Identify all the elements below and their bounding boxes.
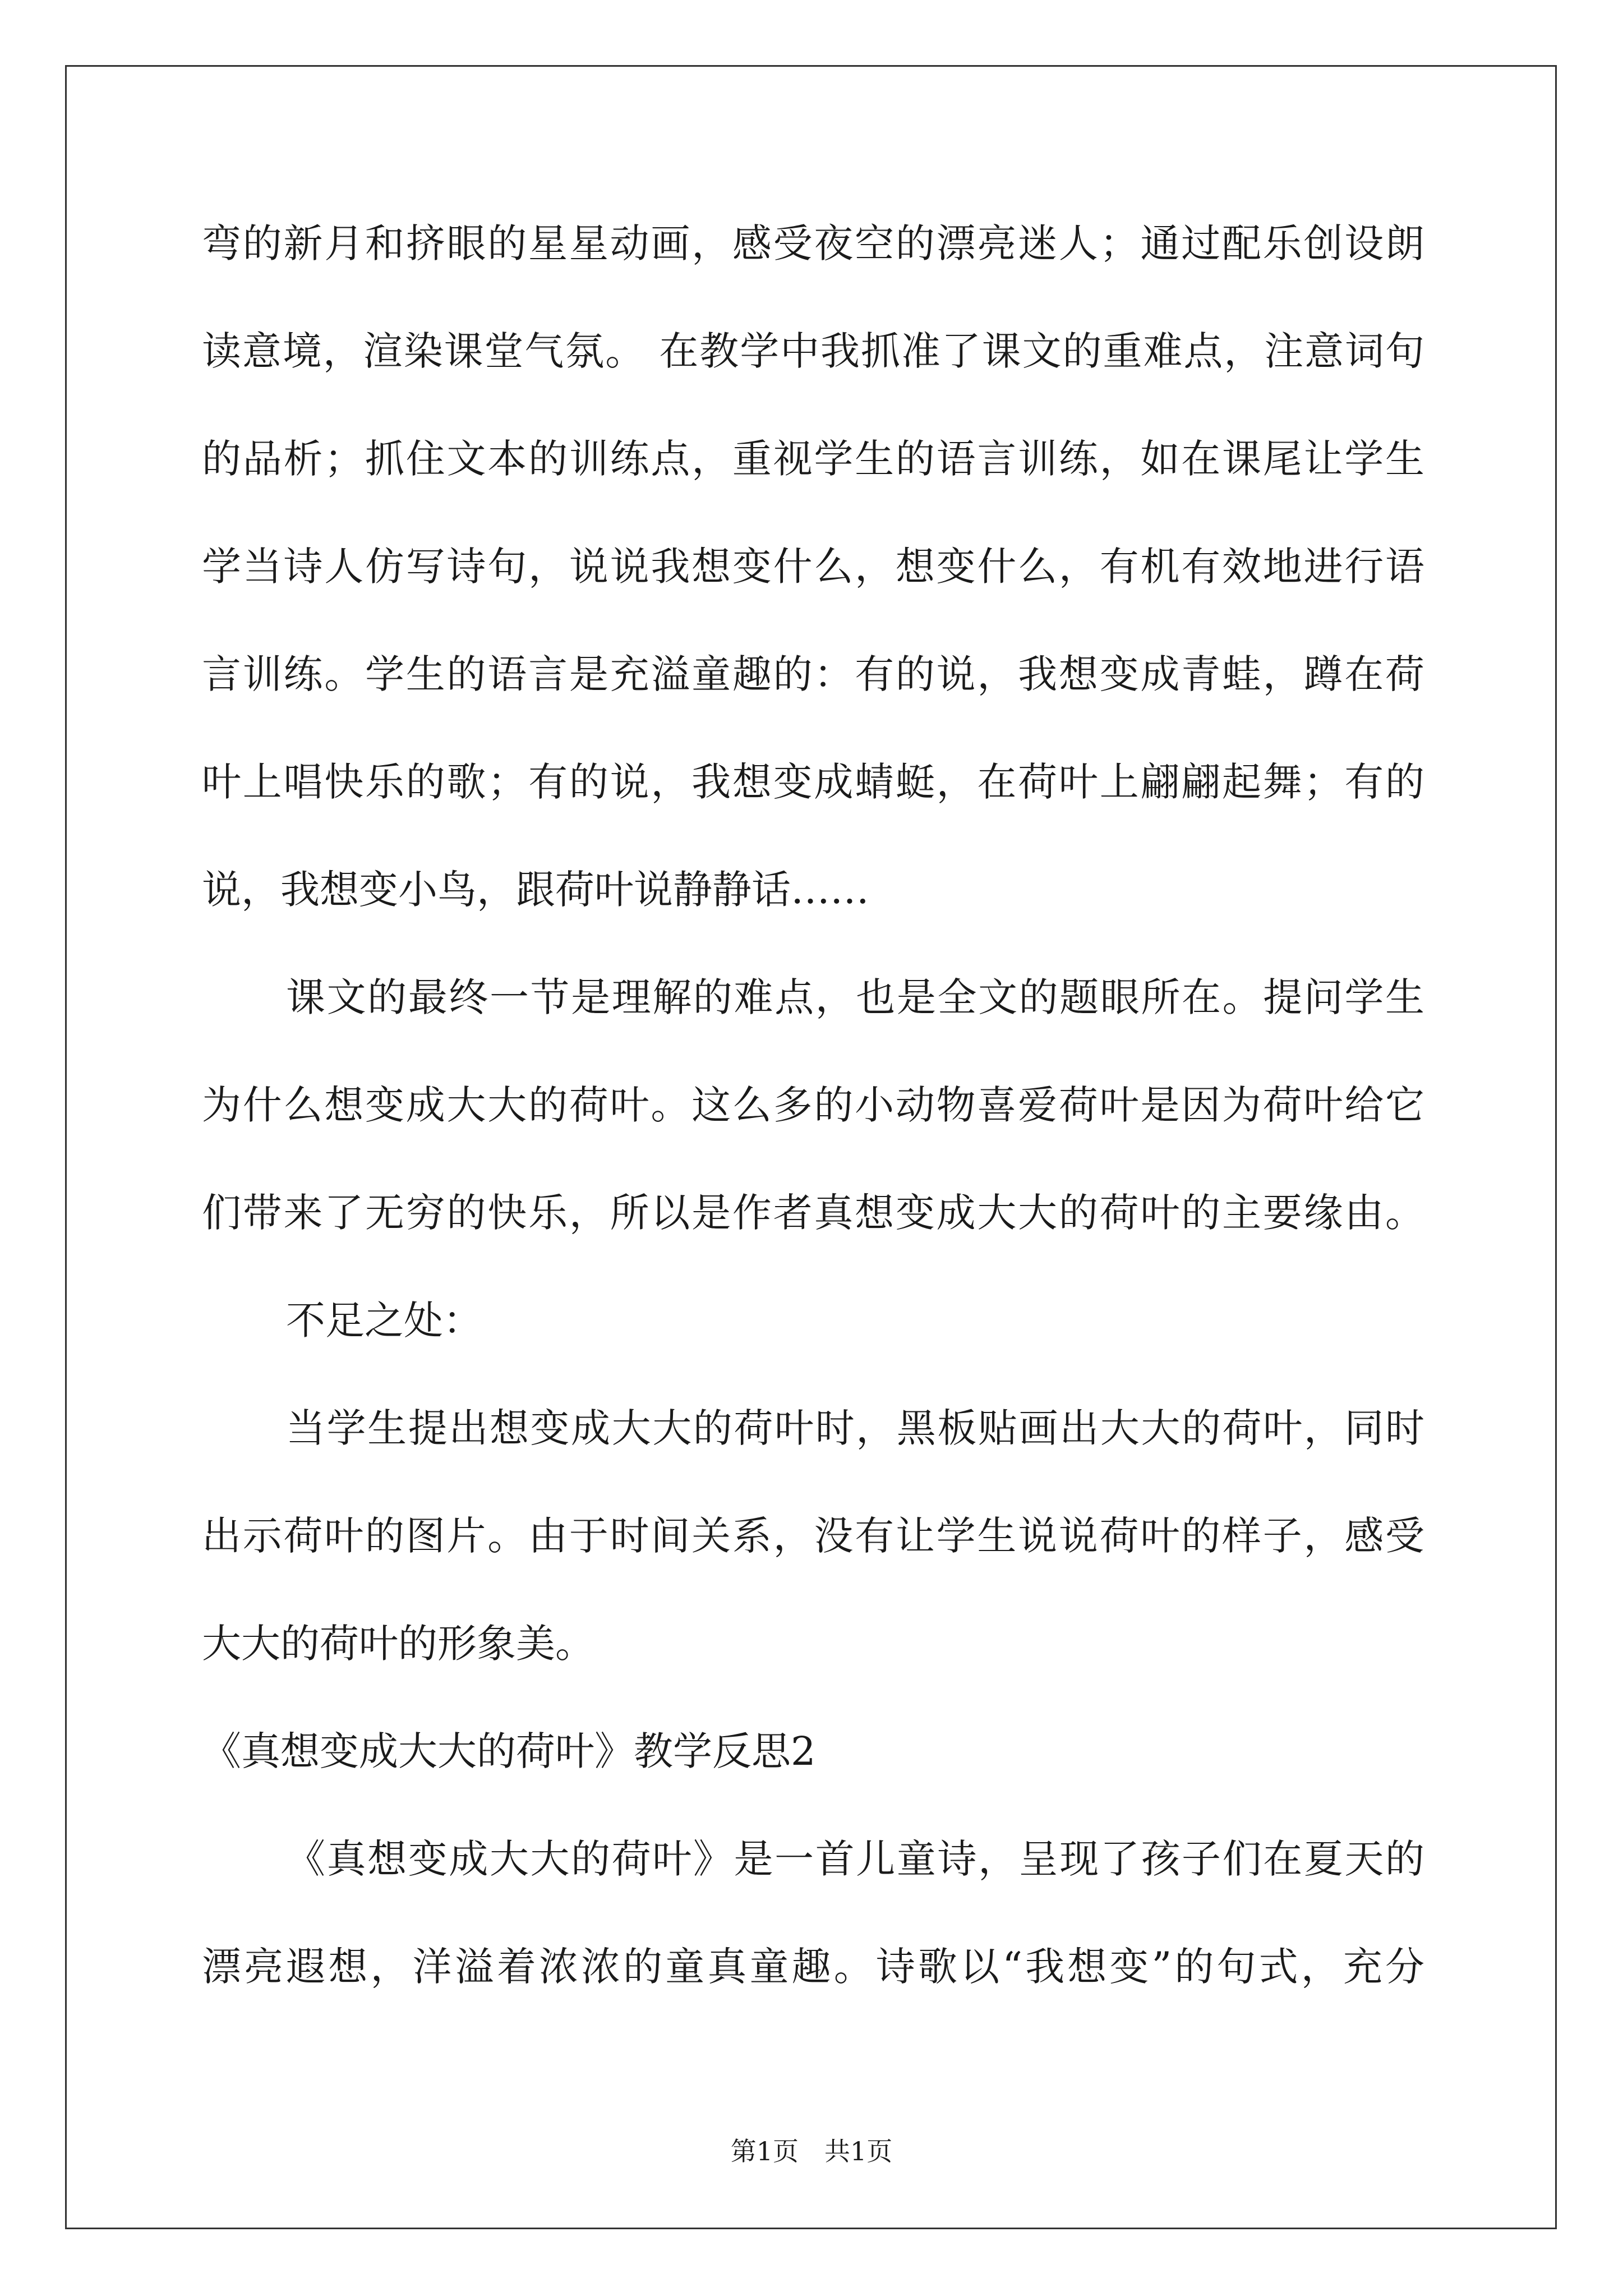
text-line: 《真想变成大大的荷叶》是一首儿童诗，呈现了孩子们在夏天的 (286, 1836, 1424, 1882)
text-line: 当学生提出想变成大大的荷叶时，黑板贴画出大大的荷叶，同时 (286, 1405, 1424, 1451)
text-line: 言训练。学生的语言是充溢童趣的：有的说，我想变成青蛙，蹲在荷 (202, 651, 1424, 697)
text-line: 弯的新月和挤眼的星星动画，感受夜空的漂亮迷人；通过配乐创设朗 (202, 220, 1424, 266)
text-line: 课文的最终一节是理解的难点，也是全文的题眼所在。提问学生 (286, 974, 1424, 1020)
document-body (202, 213, 1424, 2044)
text-line: 学当诗人仿写诗句，说说我想变什么，想变什么，有机有效地进行语 (202, 544, 1424, 590)
text-line: 不足之处： (286, 1297, 482, 1343)
text-line: 叶上唱快乐的歌；有的说，我想变成蜻蜓，在荷叶上翩翩起舞；有的 (202, 759, 1424, 805)
text-line: 出示荷叶的图片。由于时间关系，没有让学生说说荷叶的样子，感受 (202, 1513, 1424, 1559)
text-line: 说，我想变小鸟，跟荷叶说静静话…… (202, 867, 869, 913)
text-line: 大大的荷叶的形象美。 (202, 1621, 594, 1667)
text-line: 为什么想变成大大的荷叶。这么多的小动物喜爱荷叶是因为荷叶给它 (202, 1082, 1424, 1128)
text-line: 漂亮遐想，洋溢着浓浓的童真童趣。诗歌以“我想变”的句式，充分 (202, 1944, 1424, 1990)
section-heading: 《真想变成大大的荷叶》教学反思2 (202, 1728, 816, 1774)
text-line: 读意境，渲染课堂气氛。 在教学中我抓准了课文的重难点，注意词句 (202, 328, 1424, 374)
text-line: 的品析；抓住文本的训练点，重视学生的语言训练，如在课尾让学生 (202, 436, 1424, 482)
text-line: 们带来了无穷的快乐，所以是作者真想变成大大的荷叶的主要缘由。 (202, 1190, 1424, 1236)
page-number-footer: 第1页 共1页 (730, 2136, 893, 2166)
